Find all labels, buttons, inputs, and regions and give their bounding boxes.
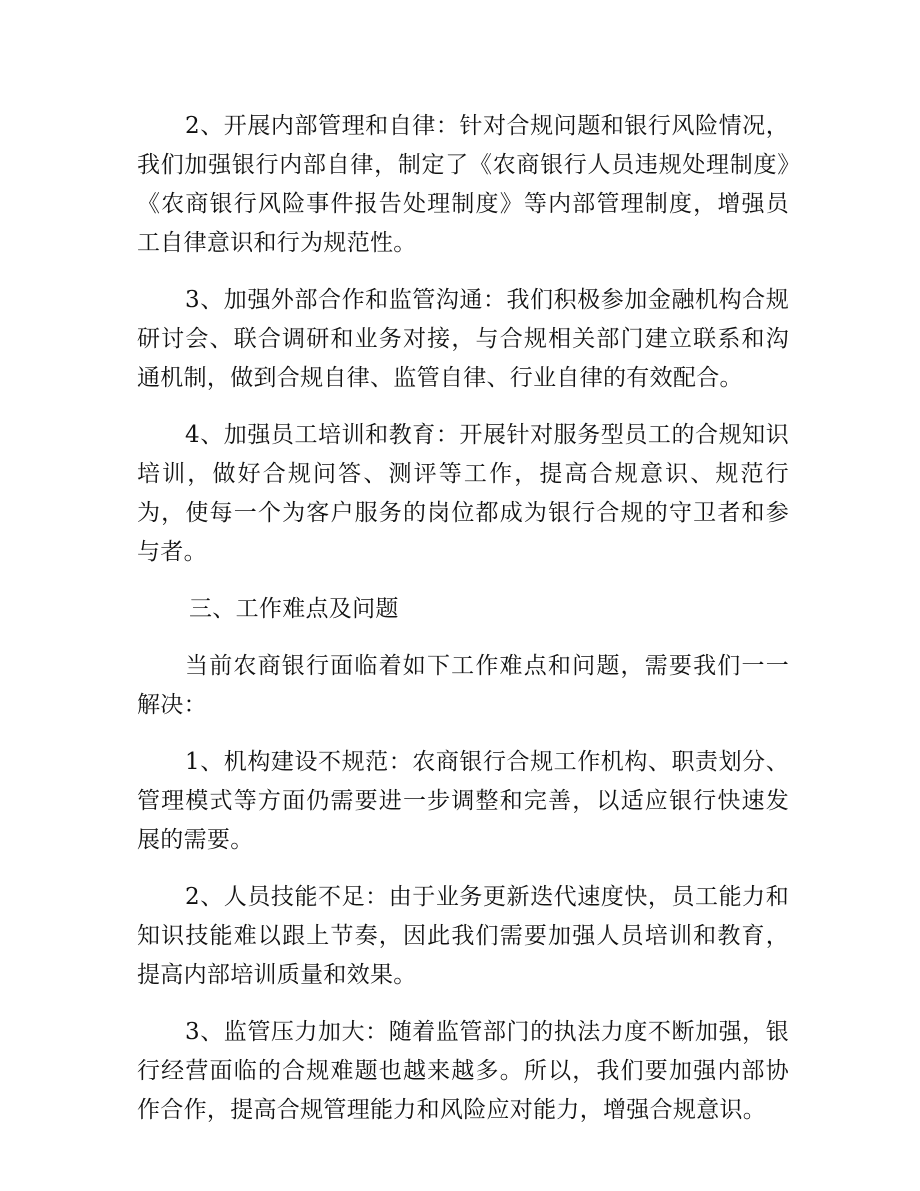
paragraph-regulatory-pressure: 3、监管压力加大：随着监管部门的执法力度不断加强，银行经营面临的合规难题也越来越多。所以，我们要加强内部协作合作，提高合规管理能力和风险应对能力，增强合规意识。 <box>137 1019 789 1123</box>
paragraph-internal-management: 2、开展内部管理和自律：针对合规问题和银行风险情况，我们加强银行内部自律，制定了《农商银行人员违规处理制度》《农商银行风险事件报告处理制度》等内部管理制度，增强员工自律意识和行为规范性。 <box>137 113 789 256</box>
section-heading-difficulties: 三、工作难点及问题 <box>189 596 399 622</box>
paragraph-institution-building: 1、机构建设不规范：农商银行合规工作机构、职责划分、管理模式等方面仍需要进一步调整和完善，以适应银行快速发展的需要。 <box>137 749 789 853</box>
document-body <box>137 107 789 1148</box>
paragraph-external-cooperation: 3、加强外部合作和监管沟通：我们积极参加金融机构合规研讨会、联合调研和业务对接，与合规相关部门建立联系和沟通机制，做到合规自律、监管自律、行业自律的有效配合。 <box>137 287 789 391</box>
paragraph-difficulties-intro: 当前农商银行面临着如下工作难点和问题，需要我们一一解决： <box>137 653 789 718</box>
paragraph-staff-skills: 2、人员技能不足：由于业务更新迭代速度快，员工能力和知识技能难以跟上节奏，因此我们需要加强人员培训和教育，提高内部培训质量和效果。 <box>137 884 789 988</box>
paragraph-staff-training: 4、加强员工培训和教育：开展针对服务型员工的合规知识培训，做好合规问答、测评等工作，提高合规意识、规范行为，使每一个为客户服务的岗位都成为银行合规的守卫者和参与者。 <box>137 422 789 565</box>
